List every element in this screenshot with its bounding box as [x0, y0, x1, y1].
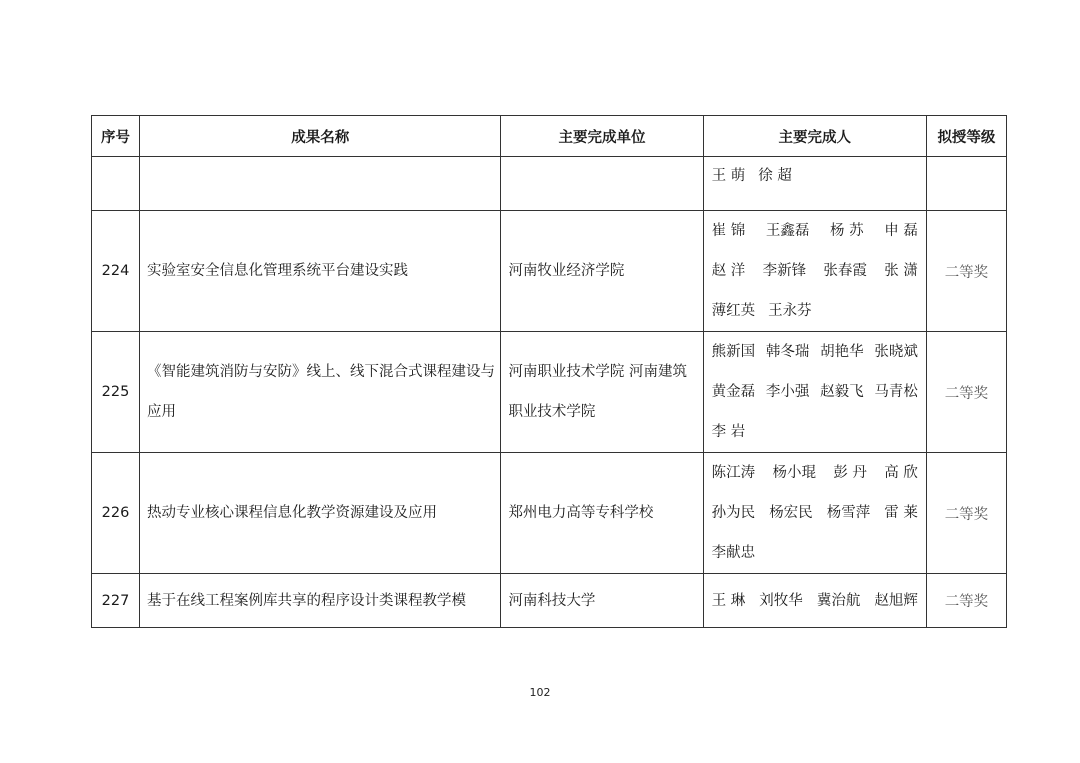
persons-cell: [703, 157, 926, 211]
person-line: [712, 581, 918, 621]
level-cell: 二等奖: [926, 332, 1006, 453]
person-name: 孙为民: [711, 505, 756, 521]
table-row: [92, 332, 1007, 453]
person-name: 赵毅飞: [820, 384, 864, 400]
page-number: 102: [529, 686, 551, 699]
table-row: [92, 211, 1007, 332]
person-name: 陈江涛: [711, 465, 756, 481]
persons-cell: [703, 211, 926, 332]
person-line: [712, 412, 918, 452]
person-name: 李献忠: [711, 545, 756, 561]
seq-cell: [92, 157, 140, 211]
person-line: [712, 291, 918, 331]
seq-cell: 224: [92, 211, 140, 332]
person-line: [712, 372, 918, 412]
person-name: 王 琳: [711, 592, 746, 609]
person-line: [712, 157, 918, 195]
person-name: 王永芬: [768, 303, 812, 319]
level-cell: 二等奖: [926, 574, 1006, 628]
person-name: 崔 锦: [711, 223, 746, 239]
header-level: 拟授等级: [926, 116, 1006, 157]
person-name: 彭 丹: [833, 465, 867, 481]
person-name: 张晓斌: [874, 344, 918, 360]
person-name: 杨宏民: [769, 505, 813, 521]
person-name: 李小强: [765, 384, 810, 400]
person-name: 杨小琨: [772, 465, 816, 481]
person-name: 李新锋: [762, 263, 807, 279]
award-table: [91, 115, 1007, 628]
person-line: [712, 211, 918, 251]
person-name: 高 欣: [884, 465, 918, 481]
person-name: 张春霞: [823, 263, 867, 279]
header-unit: 主要完成单位: [501, 116, 703, 157]
table-header-row: [92, 116, 1007, 157]
person-line: [712, 493, 918, 533]
name-cell: 基于在线工程案例库共享的程序设计类课程教学模: [140, 574, 501, 628]
header-name: 成果名称: [140, 116, 501, 157]
name-cell: 实验室安全信息化管理系统平台建设实践: [140, 211, 501, 332]
person-name: 赵旭辉: [874, 592, 918, 609]
table-row-continuation: [92, 157, 1007, 211]
seq-cell: 226: [92, 453, 140, 574]
person-name: 熊新国: [711, 344, 756, 360]
person-line: [712, 533, 918, 573]
person-name: 韩冬瑞: [765, 344, 810, 360]
person-name: 徐 超: [758, 168, 792, 184]
person-name: 马青松: [874, 384, 918, 400]
person-name: 刘牧华: [759, 592, 803, 609]
unit-cell: [501, 157, 703, 211]
table-row: [92, 453, 1007, 574]
person-name: 杨雪萍: [826, 505, 871, 521]
unit-cell: 郑州电力高等专科学校: [501, 453, 703, 574]
person-name: 李 岩: [711, 424, 746, 440]
name-cell: 《智能建筑消防与安防》线上、线下混合式课程建设与应用: [140, 332, 501, 453]
unit-cell: 河南科技大学: [501, 574, 703, 628]
persons-cell: [703, 574, 926, 628]
persons-cell: [703, 332, 926, 453]
person-name: 王 萌: [711, 168, 746, 184]
person-name: 薄红英: [711, 303, 756, 319]
person-name: 申 磊: [884, 223, 918, 239]
level-cell: 二等奖: [926, 211, 1006, 332]
seq-cell: 225: [92, 332, 140, 453]
level-cell: [926, 157, 1006, 211]
person-name: 雷 莱: [884, 505, 918, 521]
person-name: 张 潇: [884, 263, 918, 279]
person-name: 冀治航: [816, 592, 861, 609]
name-cell: [140, 157, 501, 211]
unit-cell: 河南职业技术学院 河南建筑职业技术学院: [501, 332, 703, 453]
person-line: [712, 332, 918, 372]
seq-cell: 227: [92, 574, 140, 628]
person-name: 黄金磊: [711, 384, 756, 400]
unit-cell: 河南牧业经济学院: [501, 211, 703, 332]
person-name: 杨 苏: [830, 223, 864, 239]
person-line: [712, 453, 918, 493]
person-name: 赵 洋: [711, 263, 746, 279]
name-cell: 热动专业核心课程信息化教学资源建设及应用: [140, 453, 501, 574]
header-seq: 序号: [92, 116, 140, 157]
table-row: [92, 574, 1007, 628]
level-cell: 二等奖: [926, 453, 1006, 574]
header-persons: 主要完成人: [703, 116, 926, 157]
persons-cell: [703, 453, 926, 574]
person-name: 王鑫磊: [765, 223, 810, 239]
person-name: 胡艳华: [820, 344, 864, 360]
person-line: [712, 251, 918, 291]
